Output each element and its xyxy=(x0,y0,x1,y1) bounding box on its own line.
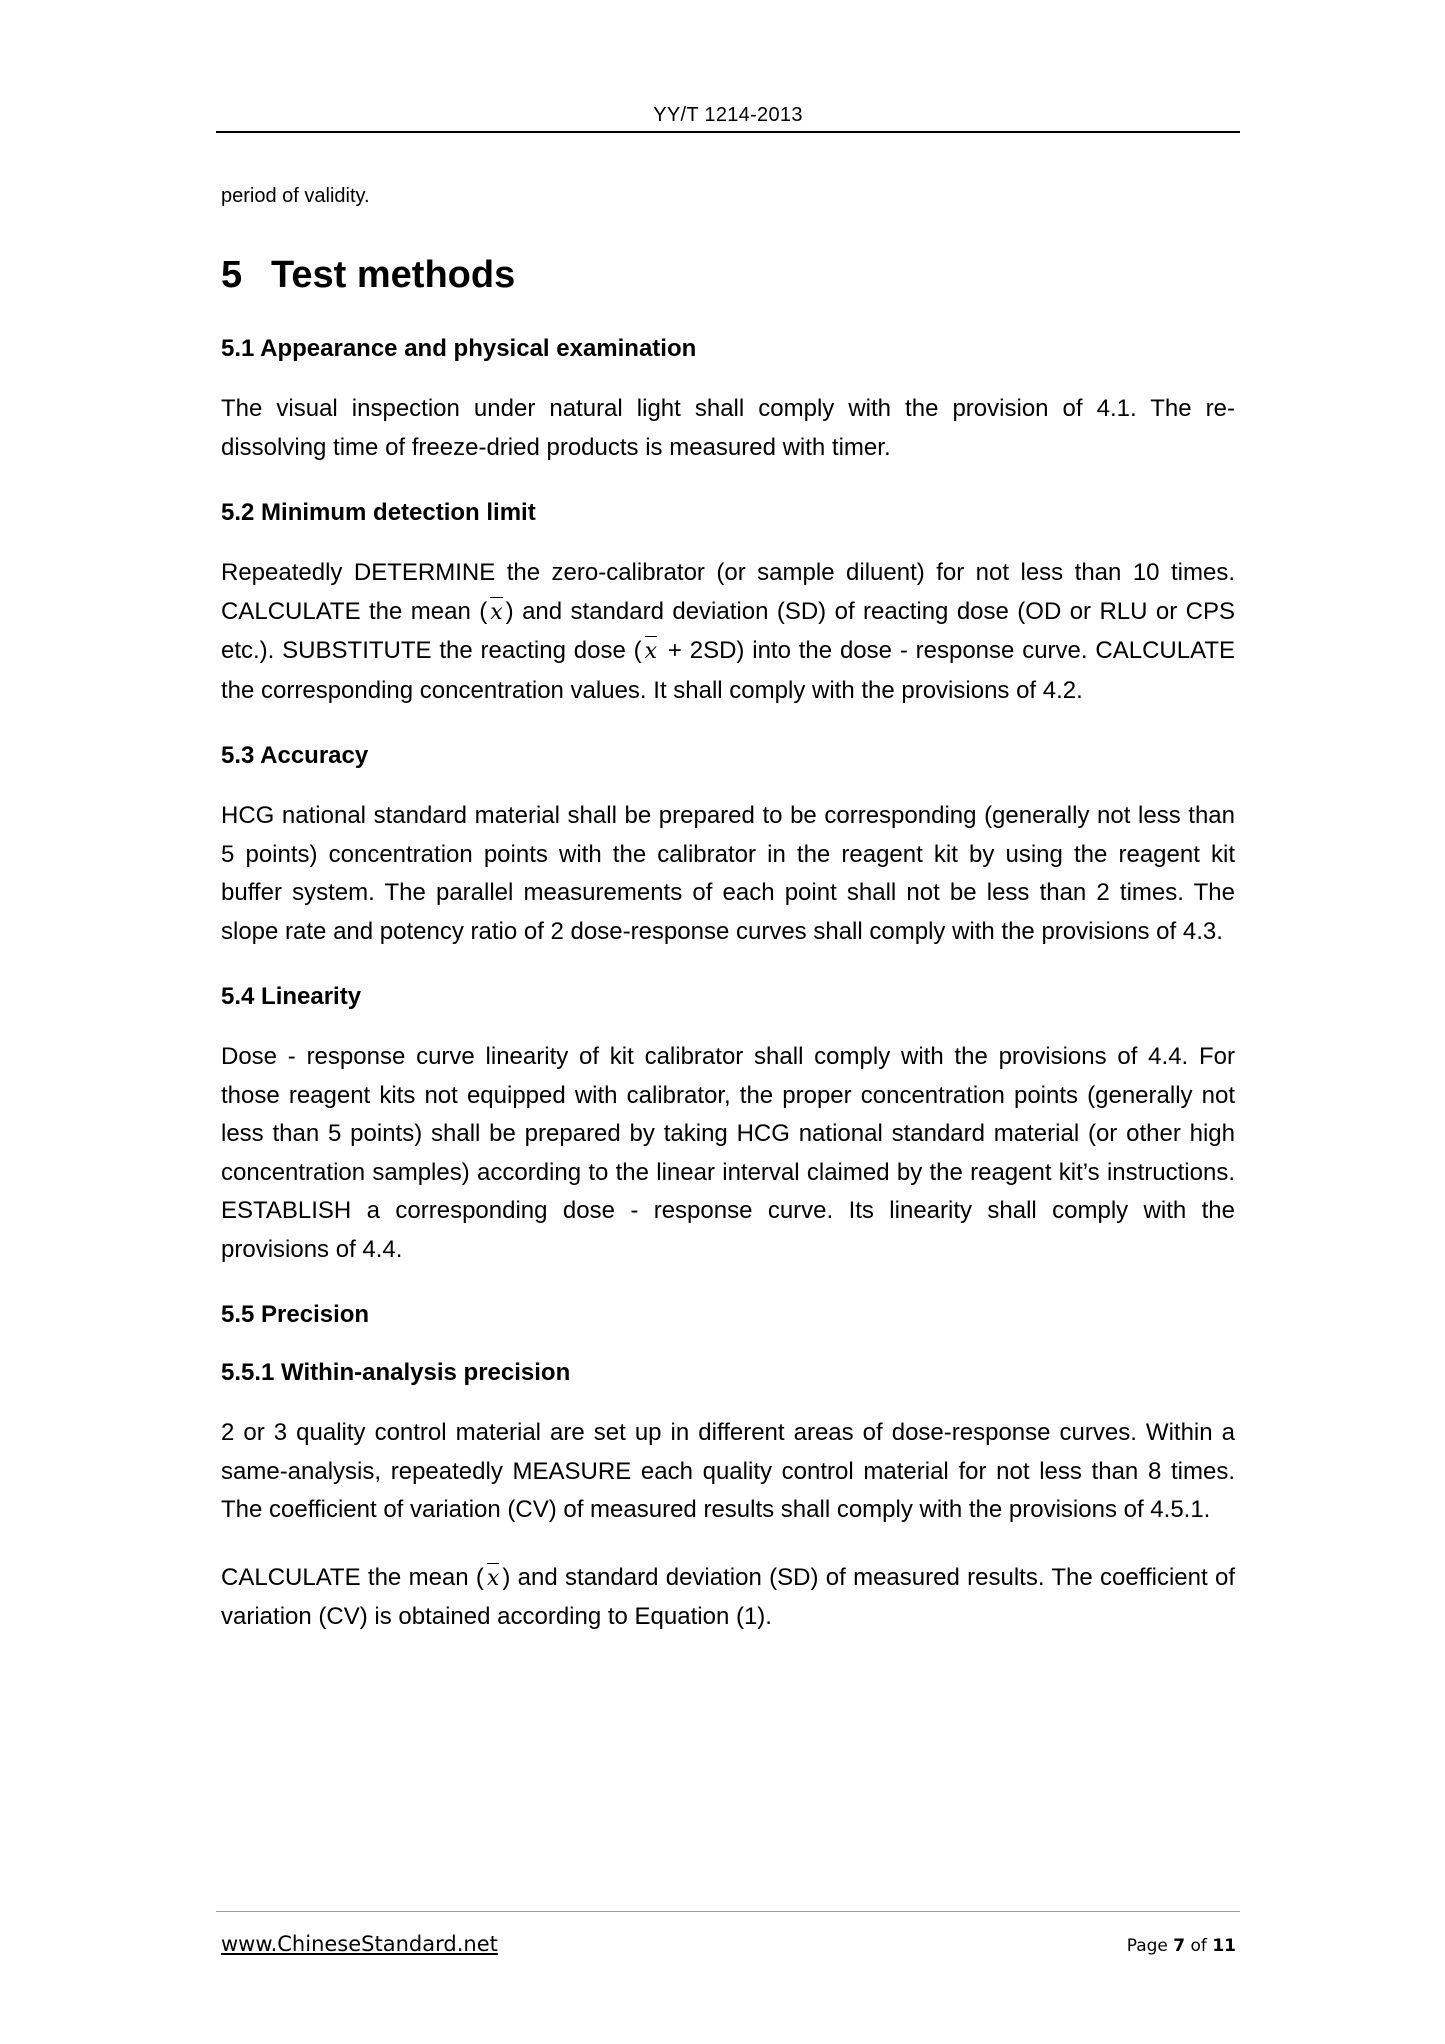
standard-code-header: YY/T 1214-2013 xyxy=(653,104,803,126)
section-heading-5-1: 5.1 Appearance and physical examination xyxy=(221,335,697,362)
section-text-5-1: The visual inspection under natural light shall comply with the provision of 4.1. The re-dissolving time of freeze-dried products is measured with timer. xyxy=(221,395,1235,461)
chapter-heading xyxy=(221,252,1235,298)
section-heading-5-2: 5.2 Minimum detection limit xyxy=(221,499,536,526)
document-body xyxy=(221,178,1235,1666)
section-heading-5-5: 5.5 Precision xyxy=(221,1301,370,1328)
page-prefix: Page xyxy=(1126,1936,1174,1956)
page-number xyxy=(1127,1936,1236,1956)
section-text-5-3: HCG national standard material shall be prepared to be corresponding (generally not less than 5 points) concentration points with the calibrator in the reagent kit by using the reagent kit buffer system. The parallel measurements of each point shall not be less than 2 times. The slope rate and potency ratio of 2 dose-response curves shall comply with the provisions of 4.3. xyxy=(221,802,1235,945)
chapter-number: 5 xyxy=(221,254,243,296)
page-total: 11 xyxy=(1212,1936,1236,1956)
text-segment: Repeatedly DETERMINE the zero-calibrator (or sample diluent) for not less than 10 times. CALCULATE the mean ( xyxy=(221,559,1235,625)
section-heading-5-5-1: 5.5.1 Within-analysis precision xyxy=(221,1359,571,1386)
section-text-5-5-1-cv xyxy=(221,1559,1235,1637)
section-text-5-5-1: 2 or 3 quality control material are set up in different areas of dose-response curves. Within a same-analysis, repeatedly MEASURE each quality control material for not less than 8 times. The coefficient of variation (CV) of measured results shall comply with the provisions of 4.5.1. xyxy=(221,1419,1235,1523)
mean-symbol: x xyxy=(487,594,505,633)
page-of: of xyxy=(1185,1936,1213,1956)
section-heading-5-4: 5.4 Linearity xyxy=(221,983,362,1010)
mean-symbol: x xyxy=(642,633,660,672)
footer-divider xyxy=(216,1911,1240,1912)
page-current: 7 xyxy=(1173,1936,1186,1956)
section-heading-5-3: 5.3 Accuracy xyxy=(221,742,369,769)
intro-text: period of validity. xyxy=(221,185,370,207)
section-text-5-4: Dose - response curve linearity of kit calibrator shall comply with the provisions of 4.4. For those reagent kits not equipped with calibrator, the proper concentration points (generally not less than 5 points) shall be prepared by taking HCG national standard material (or other high concentration samples) according to the linear interval claimed by the reagent kit’s instructions. ESTABLISH a corresponding dose - response curve. Its linearity shall comply with the provisions of 4.4. xyxy=(221,1043,1235,1263)
section-text-5-2 xyxy=(221,554,1235,710)
chapter-title: Test methods xyxy=(271,254,516,296)
header-divider xyxy=(216,131,1240,133)
website-link[interactable]: www.ChineseStandard.net xyxy=(221,1932,498,1956)
text-segment: ) and standard deviation (SD) of measured results. The coefficient of variation (CV) is obtained according to Equation (1). xyxy=(221,1563,1235,1630)
text-segment: CALCULATE the mean ( xyxy=(221,1563,484,1591)
mean-symbol: x xyxy=(484,1560,502,1599)
text-segment: + 2SD) into the dose - response curve. CALCULATE the corresponding concentration values. It shall comply with the provisions of 4.2. xyxy=(221,637,1235,704)
text-segment: ) and standard deviation (SD) of reacting dose (OD or RLU or CPS etc.). SUBSTITUTE the reacting dose ( xyxy=(221,597,1235,664)
